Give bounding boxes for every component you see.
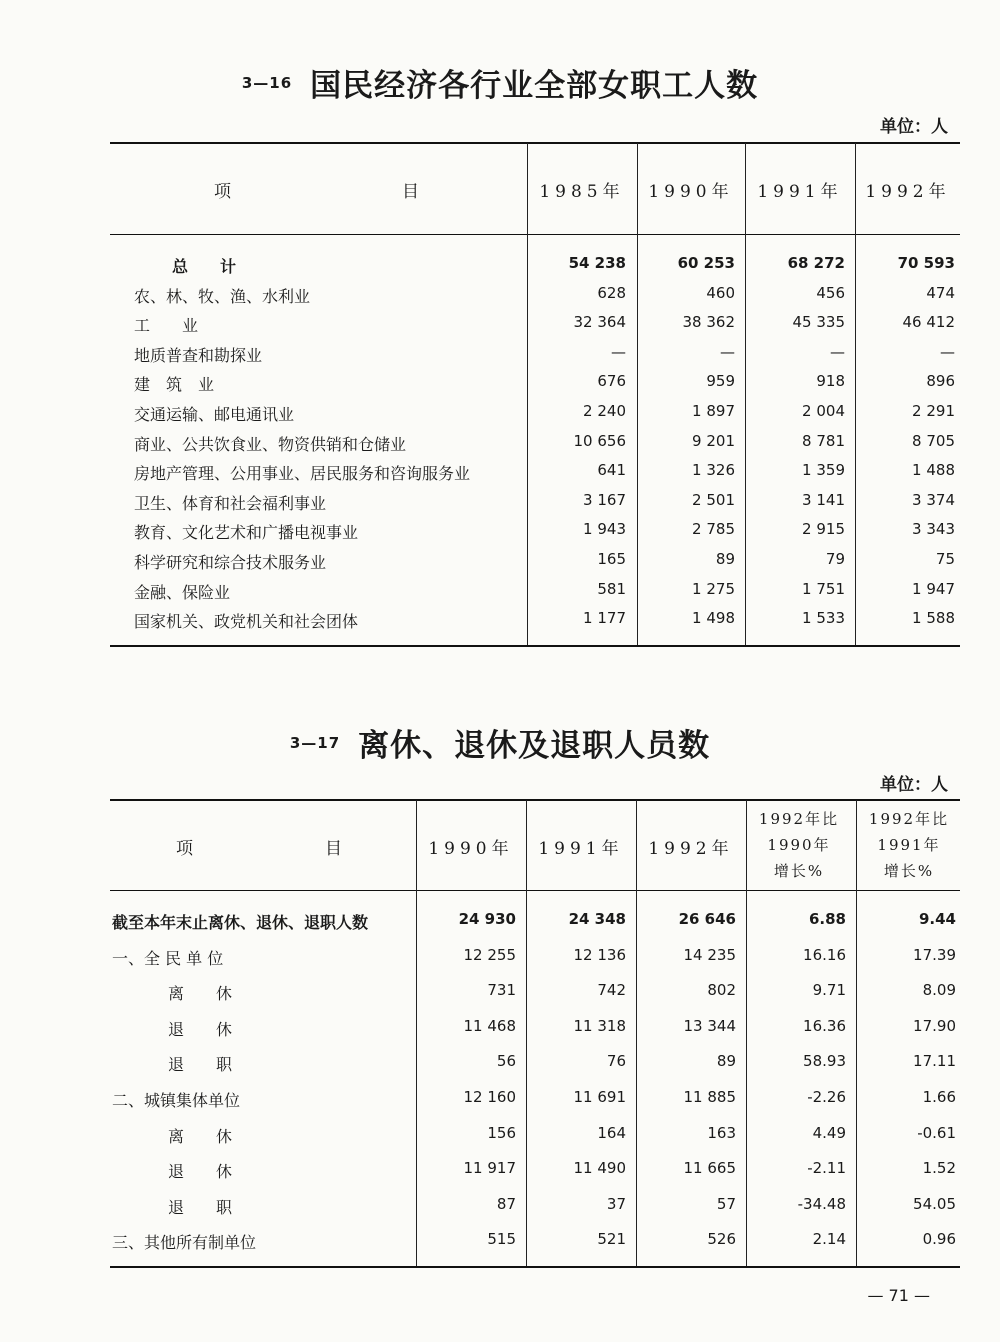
table2-header-rule [110, 890, 960, 891]
table1-row-label: 金融、保险业 [134, 583, 231, 602]
table1-cell-value: 1 488 [912, 461, 955, 479]
table1-cell-value: — [940, 343, 955, 361]
table2-cell-value: 11 468 [463, 1017, 516, 1035]
table1-cell-value: 10 656 [573, 432, 626, 450]
table1-cell-value: 1 359 [802, 461, 845, 479]
table1-cell-value: 3 343 [912, 520, 955, 538]
table2-cell-value: 9.71 [812, 981, 846, 999]
table1-cell-value: 2 785 [692, 520, 735, 538]
table1-cell-value: 54 238 [568, 254, 626, 272]
table2-row-label: 三、其他所有制单位 [112, 1233, 257, 1252]
table1-bottom-rule [110, 645, 960, 647]
table1-row-label: 国家机关、政党机关和社会团体 [134, 612, 359, 631]
table2-row-label: 退 休 [168, 1020, 233, 1039]
table2-header-growth: 增长% [773, 862, 825, 880]
table2-cell-value: 6.88 [808, 910, 846, 928]
table1-col-divider [637, 143, 638, 645]
table1-row-label: 教育、文化艺术和广播电视事业 [134, 523, 359, 542]
table1-col-divider [855, 143, 856, 645]
table1-cell-value: 1 943 [583, 520, 626, 538]
table1-cell-value: 959 [706, 372, 735, 390]
table2-cell-value: 76 [606, 1052, 626, 1070]
table2-cell-value: 0.96 [922, 1230, 956, 1248]
table1-row-label: 房地产管理、公用事业、居民服务和咨询服务业 [134, 464, 471, 483]
table1-cell-value: 1 177 [583, 609, 626, 627]
table1-cell-value: 68 272 [787, 254, 845, 272]
table1-cell-value: 79 [825, 550, 845, 568]
table1-cell-value: 2 004 [802, 402, 845, 420]
table2-cell-value: 1.52 [922, 1159, 956, 1177]
table1-header-year: 1990年 [648, 182, 734, 202]
table1-cell-value: 456 [816, 284, 845, 302]
table2-row-label: 退 职 [168, 1198, 233, 1217]
table1-cell-value: 60 253 [677, 254, 735, 272]
table1-row-label: 科学研究和综合技术服务业 [134, 553, 327, 572]
table2-cell-value: 12 136 [573, 946, 626, 964]
table1-header-rule [110, 234, 960, 235]
table1-title-text: 国民经济各行业全部女职工人数 [310, 68, 759, 104]
table2-cell-value: 521 [597, 1230, 626, 1248]
table2-cell-value: -2.11 [807, 1159, 846, 1177]
table2-cell-value: 26 646 [678, 910, 736, 928]
table2-cell-value: -2.26 [807, 1088, 846, 1106]
table1-cell-value: 676 [597, 372, 626, 390]
table2-header-growth: 1992年比 [758, 810, 840, 828]
table1-cell-value: 3 374 [912, 491, 955, 509]
table1-cell-value: 1 897 [692, 402, 735, 420]
table1-cell-value: 75 [935, 550, 955, 568]
table2-cell-value: -0.61 [917, 1124, 956, 1142]
table2-cell-value: 17.90 [913, 1017, 956, 1035]
table1-cell-value: — [611, 343, 626, 361]
table2-cell-value: 17.11 [913, 1052, 956, 1070]
table2-cell-value: 11 691 [573, 1088, 626, 1106]
table2-cell-value: 8.09 [922, 981, 956, 999]
table2-row-label: 二、城镇集体单位 [112, 1091, 241, 1110]
table1-cell-value: 70 593 [897, 254, 955, 272]
table1-cell-value: 918 [816, 372, 845, 390]
table1-cell-value: 32 364 [573, 313, 626, 331]
table2-number: 3—17 [289, 733, 341, 752]
table2-cell-value: 54.05 [913, 1195, 956, 1213]
table1-row-label: 商业、公共饮食业、物资供销和仓储业 [134, 435, 407, 454]
table1-header-year: 1992年 [865, 182, 951, 202]
table2-cell-value: 9.44 [918, 910, 956, 928]
table2-unit: 单位：人 [880, 775, 948, 795]
table1-row-label: 总 计 [172, 257, 237, 276]
table2-cell-value: 57 [716, 1195, 736, 1213]
table2-cell-value: 163 [707, 1124, 736, 1142]
table1-cell-value: 1 498 [692, 609, 735, 627]
table2-cell-value: 515 [487, 1230, 516, 1248]
table2-cell-value: 731 [487, 981, 516, 999]
table1-cell-value: 2 240 [583, 402, 626, 420]
table1-cell-value: 460 [706, 284, 735, 302]
table1-header-year: 1991年 [757, 182, 843, 202]
table2-cell-value: 11 490 [573, 1159, 626, 1177]
table1-cell-value: 474 [926, 284, 955, 302]
table1-cell-value: 2 291 [912, 402, 955, 420]
table1-cell-value: 46 412 [902, 313, 955, 331]
table1-unit: 单位：人 [880, 117, 948, 137]
table1-col-divider [745, 143, 746, 645]
table2-cell-value: 164 [597, 1124, 626, 1142]
table1-cell-value: 641 [597, 461, 626, 479]
table1-cell-value: 8 781 [802, 432, 845, 450]
table1-row-label: 工 业 [134, 316, 199, 335]
table2-header-year: 1991年 [538, 839, 624, 859]
table1-cell-value: — [720, 343, 735, 361]
page-number: — 71 — [867, 1286, 930, 1305]
table2-cell-value: 24 930 [458, 910, 516, 928]
table1-row-label: 建 筑 业 [134, 375, 215, 394]
table2-cell-value: 24 348 [568, 910, 626, 928]
table2-cell-value: -34.48 [797, 1195, 846, 1213]
table2-cell-value: 4.49 [812, 1124, 846, 1142]
table2-cell-value: 742 [597, 981, 626, 999]
table2-cell-value: 58.93 [803, 1052, 846, 1070]
table1-row-label: 交通运输、邮电通讯业 [134, 405, 295, 424]
table2-cell-value: 89 [716, 1052, 736, 1070]
table2-cell-value: 16.16 [803, 946, 846, 964]
table2-cell-value: 156 [487, 1124, 516, 1142]
table1-cell-value: 3 167 [583, 491, 626, 509]
table2-cell-value: 11 885 [683, 1088, 736, 1106]
table1-cell-value: 165 [597, 550, 626, 568]
table2-header-growth: 1991年 [877, 836, 941, 854]
table2-header-item-left: 项 [176, 839, 199, 859]
table2-row-label: 一、全 民 单 位 [112, 949, 224, 968]
table2-cell-value: 1.66 [922, 1088, 956, 1106]
table1-top-rule [110, 142, 960, 144]
table2-cell-value: 11 917 [463, 1159, 516, 1177]
table2-header-item-right: 目 [325, 839, 348, 859]
table2-cell-value: 13 344 [683, 1017, 736, 1035]
table1-row-label: 农、林、牧、渔、水利业 [134, 287, 311, 306]
table2-cell-value: 87 [496, 1195, 516, 1213]
table1-cell-value: 896 [926, 372, 955, 390]
table2-header-year: 1992年 [648, 839, 734, 859]
table1-col-divider [527, 143, 528, 645]
table1-header-item-left: 项 [214, 182, 237, 202]
table2-header-growth: 1990年 [767, 836, 831, 854]
table2-row-label: 退 休 [168, 1162, 233, 1181]
table1-cell-value: 1 751 [802, 580, 845, 598]
table2-cell-value: 2.14 [812, 1230, 846, 1248]
table1-cell-value: 581 [597, 580, 626, 598]
table1-cell-value: 9 201 [692, 432, 735, 450]
table2-row-label: 截至本年末止离休、退休、退职人数 [112, 913, 369, 932]
table1-cell-value: 45 335 [792, 313, 845, 331]
table1-header-item-right: 目 [402, 182, 425, 202]
table1-cell-value: 89 [715, 550, 735, 568]
table2-row-label: 退 职 [168, 1055, 233, 1074]
table1-cell-value: — [830, 343, 845, 361]
table2-header-growth: 1992年比 [868, 810, 950, 828]
table1-cell-value: 3 141 [802, 491, 845, 509]
table2-bottom-rule [110, 1266, 960, 1268]
table2-title-text: 离休、退休及退职人员数 [358, 728, 711, 764]
table2-top-rule [110, 799, 960, 801]
table2-cell-value: 37 [606, 1195, 626, 1213]
table1-header-year: 1985年 [539, 182, 625, 202]
table2-cell-value: 526 [707, 1230, 736, 1248]
table2-header-growth: 增长% [883, 862, 935, 880]
table2-cell-value: 17.39 [913, 946, 956, 964]
table1-cell-value: 1 533 [802, 609, 845, 627]
table2-cell-value: 12 255 [463, 946, 516, 964]
table1-row-label: 卫生、体育和社会福利事业 [134, 494, 327, 513]
table2-header-year: 1990年 [428, 839, 514, 859]
table1-cell-value: 1 588 [912, 609, 955, 627]
table1-cell-value: 2 501 [692, 491, 735, 509]
table2-title [0, 720, 1000, 765]
table2-cell-value: 56 [496, 1052, 516, 1070]
table2-cell-value: 802 [707, 981, 736, 999]
table2-cell-value: 11 318 [573, 1017, 626, 1035]
table1-cell-value: 1 326 [692, 461, 735, 479]
table1-cell-value: 38 362 [682, 313, 735, 331]
table1-number: 3—16 [241, 73, 293, 92]
table2-cell-value: 16.36 [803, 1017, 846, 1035]
table2-cell-value: 12 160 [463, 1088, 516, 1106]
table1-cell-value: 628 [597, 284, 626, 302]
table1-cell-value: 1 947 [912, 580, 955, 598]
table2-cell-value: 14 235 [683, 946, 736, 964]
table1-row-label: 地质普查和勘探业 [134, 346, 263, 365]
table2-row-label: 离 休 [168, 1127, 233, 1146]
table1-cell-value: 8 705 [912, 432, 955, 450]
table1-title [0, 60, 1000, 105]
table2-cell-value: 11 665 [683, 1159, 736, 1177]
table1-cell-value: 2 915 [802, 520, 845, 538]
table2-row-label: 离 休 [168, 984, 233, 1003]
table1-cell-value: 1 275 [692, 580, 735, 598]
